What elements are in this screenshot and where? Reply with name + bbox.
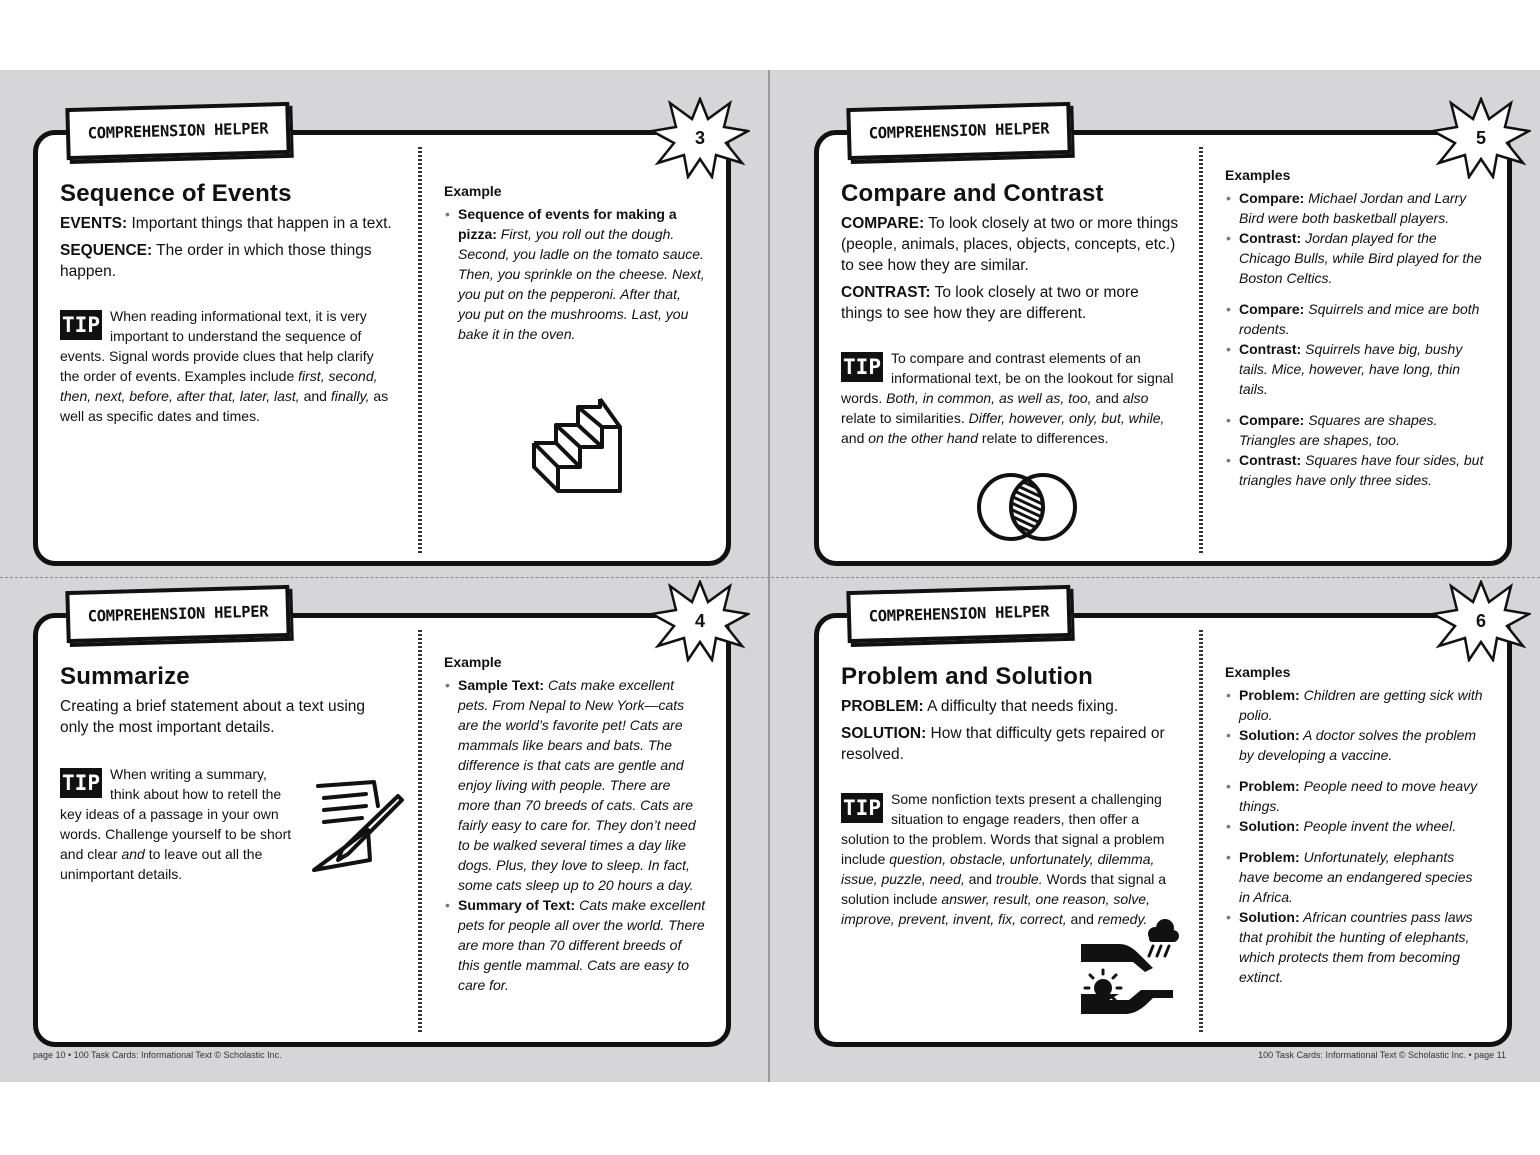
card-title: Summarize — [60, 663, 190, 690]
tip-badge: TIP — [841, 793, 883, 823]
card-number-badge: 4 — [650, 580, 750, 662]
page-fold — [768, 70, 770, 1082]
tip-text: TIP To compare and contrast elements of an informational text, be on the lookout for signal words. Both, in common, as well as, too, and also relate to similarities. Differ, however, only, but, while, and on the other hand relate to differences. — [841, 350, 1174, 446]
example-item: • Compare: Squares are shapes. Triangles are shapes, too. — [1225, 410, 1487, 450]
example-item: • Contrast: Jordan played for the Chicago Bulls, while Bird played for the Boston Celtics. — [1225, 228, 1487, 288]
tip-text: TIP When reading informational text, it is very important to understand the sequence of events. Signal words provide clues that help clarify the order of events. Examples include first, second, then, next, before, after that, later, last, and finally, as well as specific dates and times. — [60, 308, 389, 424]
example-item: • Compare: Michael Jordan and Larry Bird were both basketball players. — [1225, 188, 1487, 228]
task-card-6 — [814, 602, 1512, 1047]
definition-compare: COMPARE: To look closely at two or more things (people, animals, places, objects, concepts, etc.) to see how they are similar. — [841, 215, 1179, 274]
definition-sequence: SEQUENCE: The order in which those things happen. — [60, 242, 372, 280]
example-item: • Contrast: Squirrels have big, bushy tails. Mice, however, have long, thin tails. — [1225, 339, 1487, 399]
tip-badge: TIP — [60, 768, 102, 798]
card-title: Sequence of Events — [60, 180, 292, 207]
example-item: • Compare: Squirrels and mice are both rodents. — [1225, 299, 1487, 339]
example-item: • Summary of Text: Cats make excellent pets for people all over the world. There are more than 70 different breeds of this gentle mammal. Cats are easy to care for. — [444, 895, 706, 995]
footer-left: page 10 • 100 Task Cards: Informational Text © Scholastic Inc. — [33, 1050, 282, 1060]
example-item: • Solution: A doctor solves the problem by developing a vaccine. — [1225, 725, 1487, 765]
definition-solution: SOLUTION: How that difficulty gets repaired or resolved. — [841, 725, 1165, 763]
example-item: • Sequence of events for making a pizza: First, you roll out the dough. Second, you ladle on the tomato sauce. Then, you sprinkle on the cheese. Next, you put on the pepperoni. After that, you put on the mushrooms. Last, you bake it in the oven. — [444, 204, 706, 344]
example-item: • Problem: People need to move heavy things. — [1225, 776, 1487, 816]
card-label: COMPREHENSION HELPER — [65, 585, 290, 643]
tip-text: TIP When writing a summary, think about how to retell the key ideas of a passage in your own words. Challenge yourself to be short and clear and to leave out all the unimportant details. — [60, 766, 292, 882]
tip-badge: TIP — [841, 352, 883, 382]
card-label: COMPREHENSION HELPER — [846, 585, 1071, 643]
example-item: • Sample Text: Cats make excellent pets. From Nepal to New York—cats are the world’s favorite pet! Cats are mammals like bears and bats. The difference is that cats are gentle and enjoy living with people. There are more than 70 breeds of cats. Cats are fairly easy to care for. They don’t need to be walked several times a day like dogs. Plus, they love to sleep. In fact, some cats sleep up to 20 hours a day. — [444, 675, 706, 895]
stairs-icon — [530, 397, 628, 495]
card-divider — [418, 630, 422, 1034]
example-heading: Example — [444, 654, 502, 670]
tip-text: TIP Some nonfiction texts present a challenging situation to engage readers, then offer a solution to the problem. Words that signal a problem include question, obstacle, unfortunately, dilemma, issue, puzzle, need, and trouble. Words that signal a solution include answer, result, one reason, solve, improve, prevent, invent, fix, correct, and remedy. — [841, 791, 1167, 927]
card-number-badge: 6 — [1431, 580, 1531, 662]
examples-heading: Examples — [1225, 664, 1291, 680]
task-card-4 — [33, 602, 731, 1047]
definition-contrast: CONTRAST: To look closely at two or more things to see how they are different. — [841, 284, 1139, 322]
card-divider — [418, 147, 422, 553]
cut-line — [0, 577, 1540, 578]
card-title: Problem and Solution — [841, 663, 1094, 690]
card-divider — [1199, 147, 1203, 553]
examples-heading: Examples — [1225, 167, 1291, 183]
example-item: • Solution: African countries pass laws that prohibit the hunting of elephants, which protects them from becoming extinct. — [1225, 907, 1487, 987]
task-card-3 — [33, 119, 731, 566]
definition-problem: PROBLEM: A difficulty that needs fixing. — [841, 698, 1119, 715]
example-heading: Example — [444, 183, 502, 199]
example-item: • Solution: People invent the wheel. — [1225, 816, 1487, 836]
hands-weather-icon — [1079, 916, 1179, 1024]
venn-diagram-icon — [975, 471, 1079, 543]
card-title: Compare and Contrast — [841, 180, 1104, 207]
example-item: • Problem: Unfortunately, elephants have become an endangered species in Africa. — [1225, 847, 1487, 907]
paper-pencil-icon — [308, 778, 404, 874]
definition-events: EVENTS: Important things that happen in a text. — [60, 215, 392, 232]
footer-right: 100 Task Cards: Informational Text © Scholastic Inc. • page 11 — [1258, 1050, 1506, 1060]
card-label: COMPREHENSION HELPER — [65, 102, 290, 160]
example-item: • Problem: Children are getting sick with polio. — [1225, 685, 1487, 725]
definition-summarize: Creating a brief statement about a text using only the most important details. — [60, 698, 366, 736]
card-divider — [1199, 630, 1203, 1034]
tip-badge: TIP — [60, 310, 102, 340]
card-number-badge: 3 — [650, 97, 750, 179]
example-item: • Contrast: Squares have four sides, but triangles have only three sides. — [1225, 450, 1487, 490]
task-card-5 — [814, 119, 1512, 566]
card-label: COMPREHENSION HELPER — [846, 102, 1071, 160]
card-number-badge: 5 — [1431, 97, 1531, 179]
